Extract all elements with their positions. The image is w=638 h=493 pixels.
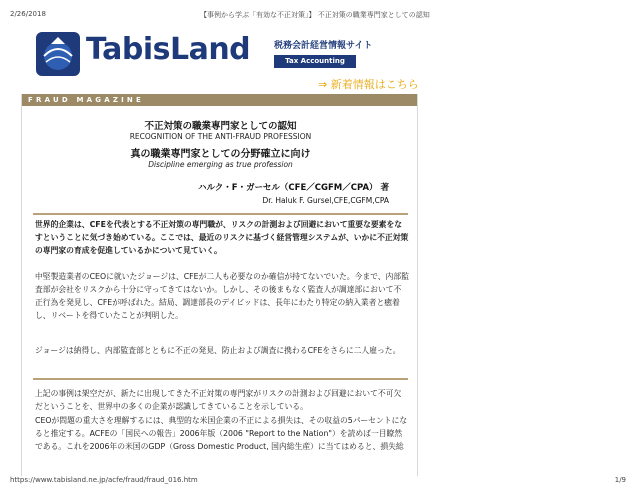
globe-logo-icon — [36, 32, 80, 76]
lead-paragraph: 世界的企業は、CFEを代表とする不正対策の専門職が、リスクの計測および回避において重要な要素をなすということに気づき始めている。ここでは、最近のリスクに基づく経営管理システムが、いかに不正対策の専門家の育成を促進しているかについて見ていく。 — [35, 220, 409, 255]
article-subtitle-en: Discipline emerging as true profession — [148, 160, 293, 169]
body-paragraph: 中堅製造業者のCEOに就いたジョージは、CFEが二人も必要なのか確信が持てないでいた。今まで、内部監査部が会社をリスクから十分に守ってきてはないか。しかし、その後まもなく監査人が調達部において不正行為を発見し、CFEが呼ばれた。結局、調達部長のデイビッドは、長年にわたり特定の納入業者と癒着し、リベートを得ていたことが判明した。 — [35, 272, 409, 320]
site-logo[interactable] — [36, 28, 373, 80]
body-paragraph: CEOが問題の重大さを理解するには、典型的な米国企業の不正による損失は、その収益の5パーセントになると推定する。ACFEの「国民への報告」2006年版（2006 "Report to the Nation"）を読めば一目瞭然である。これを2006年の米国のGDP（Gross Domestic Product, 国内総生産）に当てはめると、損失総 — [35, 416, 408, 451]
brand-name: TabisLand — [86, 32, 251, 67]
magazine-banner: FRAUD MAGAZINE — [22, 94, 417, 106]
print-date: 2/26/2018 — [10, 10, 46, 18]
print-url: https://www.tabisland.ne.jp/acfe/fraud/fraud_016.htm — [10, 476, 198, 484]
divider — [33, 378, 408, 380]
author-jp: ハルク・F・ガーセル（CFE／CGFM／CPA） 著 — [197, 183, 389, 193]
print-header — [0, 0, 638, 20]
print-page-title: 【事例から学ぶ「有効な不正対策」】 不正対策の職業専門家としての認知 — [200, 11, 430, 19]
print-footer — [0, 476, 638, 492]
author-en: Dr. Haluk F. Gursel,CFE,CGFM,CPA — [262, 196, 389, 205]
page-number: 1/9 — [614, 476, 626, 484]
site-subtitle-en: Tax Accounting Business — [274, 55, 356, 68]
article-title-jp: 不正対策の職業専門家としての認知 — [144, 121, 297, 132]
divider — [33, 213, 408, 215]
site-subtitle-jp: 税務会計経営情報サイト — [274, 41, 373, 51]
article-panel — [21, 94, 418, 476]
article-title-en: RECOGNITION OF THE ANTI-FRAUD PROFESSION — [129, 132, 312, 141]
body-paragraph: ジョージは納得し、内部監査部とともに不正の発見、防止および調査に携わるCFEをさらに二人雇った。 — [35, 346, 401, 355]
article-subtitle-jp: 真の職業専門家としての分野確立に向け — [130, 149, 311, 160]
news-link[interactable]: ⇒ 新着情報はこちら — [318, 78, 419, 91]
body-paragraph: 上記の事例は架空だが、新たに出現してきた不正対策の専門家がリスクの計測および回避において不可欠だということを、世界中の多くの企業が認識してきていることを示している。 — [35, 389, 402, 411]
